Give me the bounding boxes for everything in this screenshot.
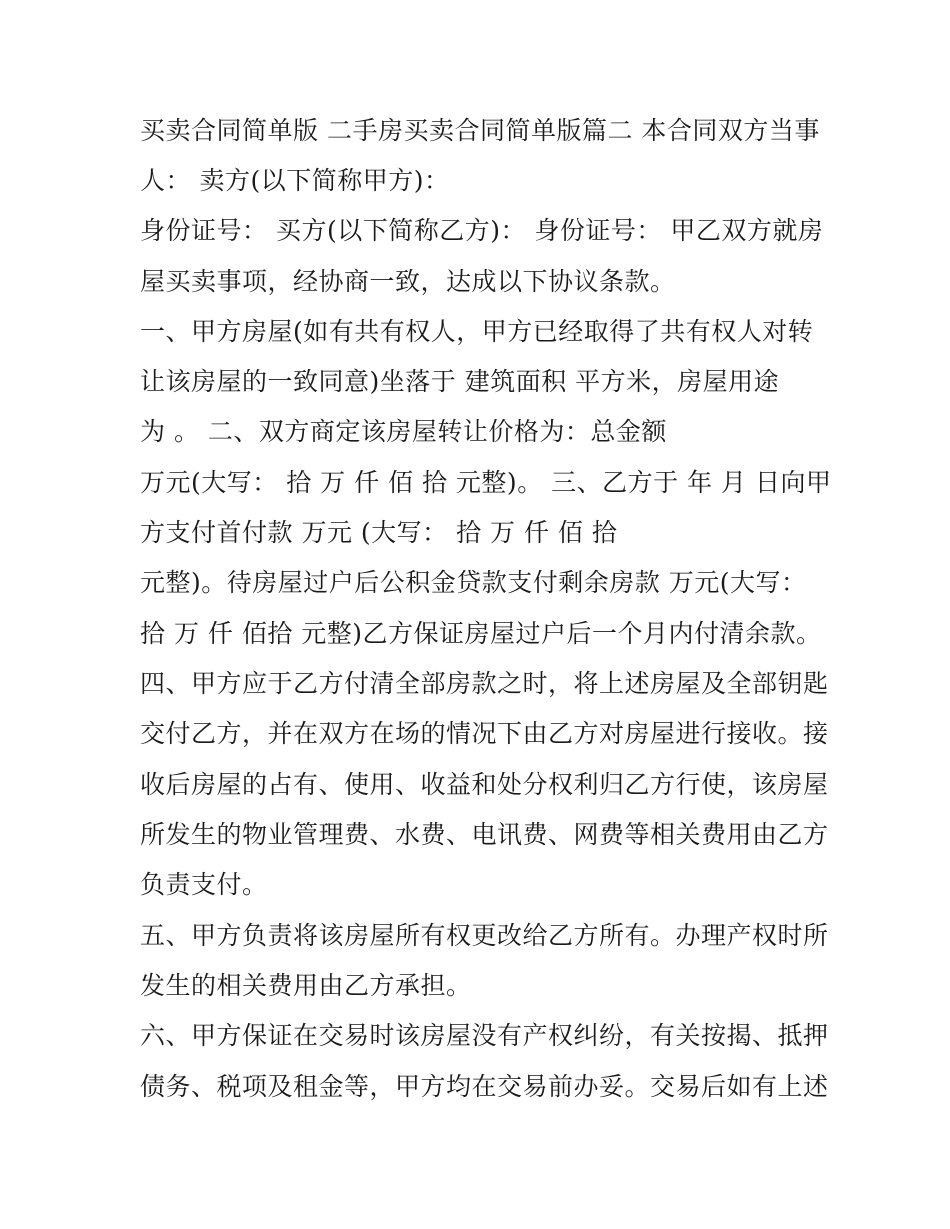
text-line: 身份证号： 买方(以下简称乙方)： 身份证号： 甲乙双方就房	[140, 216, 824, 245]
text-line: 元整)。待房屋过户后公积金贷款支付剩余房款 万元(大写：	[140, 568, 807, 597]
text-line: 一、甲方房屋(如有共有权人，甲方已经取得了共有权人对转	[140, 317, 814, 346]
text-line: 四、甲方应于乙方付清全部房款之时，将上述房屋及全部钥匙	[140, 669, 829, 698]
text-line: 收后房屋的占有、使用、收益和处分权利归乙方行使，该房屋	[140, 770, 829, 799]
text-line: 债务、税项及租金等，甲方均在交易前办妥。交易后如有上述	[140, 1072, 829, 1101]
text-line: 六、甲方保证在交易时该房屋没有产权纠纷，有关按揭、抵押	[140, 1021, 829, 1050]
text-line: 方支付首付款 万元 (大写： 拾 万 仟 佰 拾	[140, 518, 618, 547]
text-line: 让该房屋的一致同意)坐落于 建筑面积 平方米，房屋用途	[140, 367, 780, 396]
text-line: 五、甲方负责将该房屋所有权更改给乙方所有。办理产权时所	[140, 921, 829, 950]
text-line: 屋买卖事项，经协商一致，达成以下协议条款。	[140, 267, 676, 296]
text-line: 拾 万 仟 佰拾 元整)乙方保证房屋过户后一个月内付清余款。	[140, 619, 822, 648]
text-line: 人： 卖方(以下简称甲方)：	[140, 166, 450, 195]
text-line: 发生的相关费用由乙方承担。	[140, 971, 472, 1000]
text-line: 负责支付。	[140, 870, 268, 899]
text-line: 买卖合同简单版 二手房买卖合同简单版篇二 本合同双方当事	[140, 116, 820, 145]
text-line: 为 。 二、双方商定该房屋转让价格为：总金额	[140, 417, 667, 446]
text-line: 万元(大写： 拾 万 仟 佰 拾 元整)。 三、乙方于 年 月 日向甲	[140, 468, 832, 497]
text-line: 交付乙方，并在双方在场的情况下由乙方对房屋进行接收。接	[140, 719, 829, 748]
text-line: 所发生的物业管理费、水费、电讯费、网费等相关费用由乙方	[140, 820, 829, 849]
